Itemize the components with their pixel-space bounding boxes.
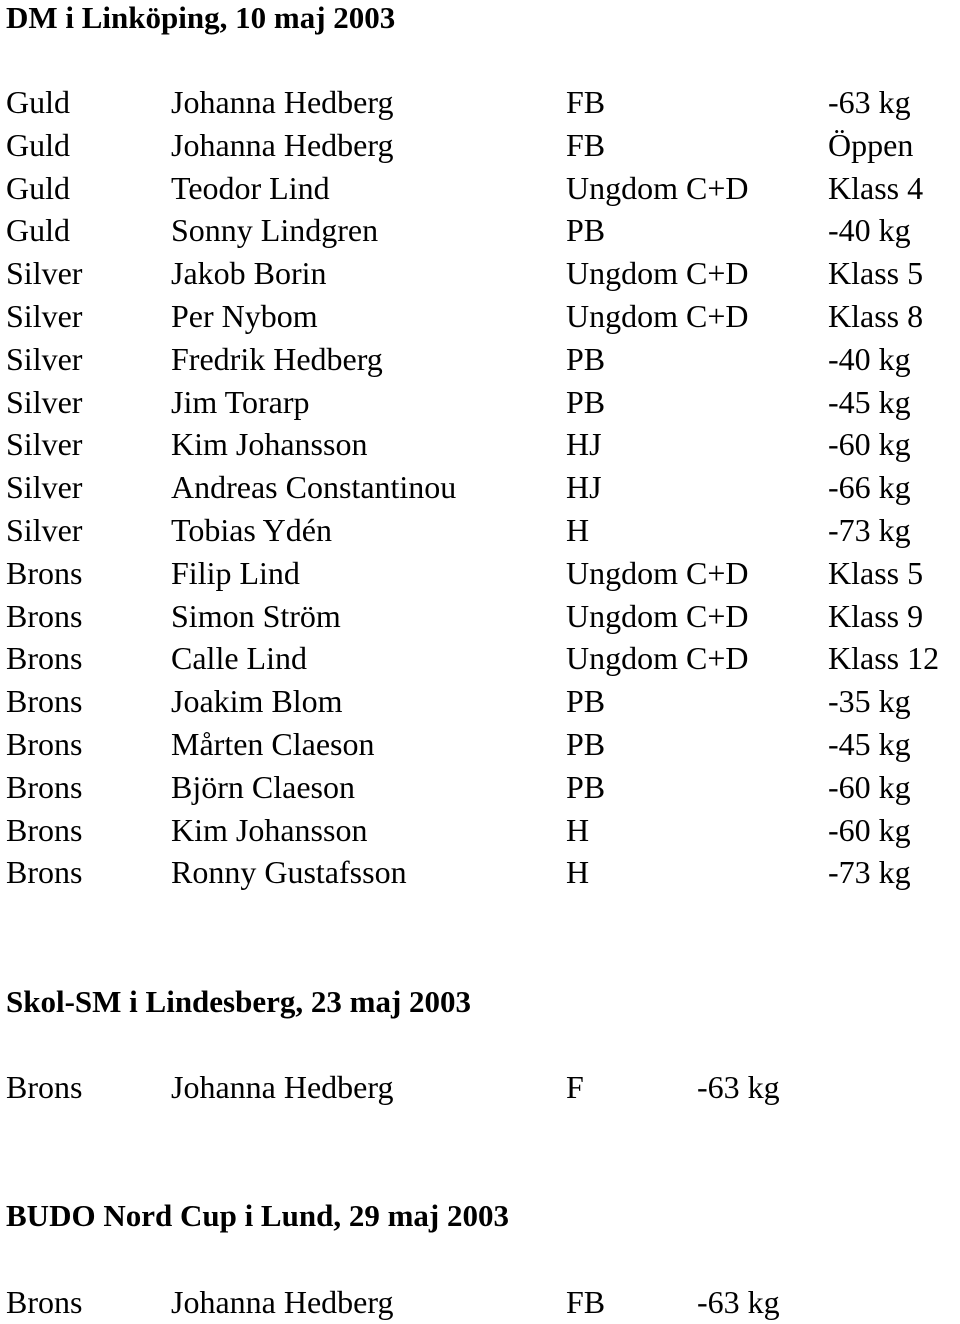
table-row: [0, 809, 960, 851]
class-cell: Ungdom C+D: [566, 640, 749, 676]
table-row: [0, 423, 960, 465]
class-cell: FB: [566, 127, 606, 163]
name-cell: Andreas Constantinou: [171, 469, 457, 505]
weight-cell: -60 kg: [828, 812, 911, 848]
class-cell: PB: [566, 769, 606, 805]
name-cell: Jakob Borin: [171, 255, 327, 291]
class-cell: H: [566, 512, 590, 548]
class-cell: H: [566, 812, 590, 848]
name-cell: Tobias Ydén: [171, 512, 332, 548]
weight-cell: Klass 4: [828, 170, 924, 206]
class-cell: H: [566, 854, 590, 890]
class-cell: FB: [566, 1284, 606, 1320]
table-row: [0, 680, 960, 722]
class-cell: F: [566, 1069, 584, 1105]
name-cell: Björn Claeson: [171, 769, 355, 805]
name-cell: Teodor Lind: [171, 170, 330, 206]
table-row: [0, 466, 960, 508]
table-row: [0, 167, 960, 209]
class-cell: Ungdom C+D: [566, 255, 749, 291]
medal-cell: Silver: [6, 384, 83, 420]
name-cell: Johanna Hedberg: [171, 1284, 394, 1320]
weight-cell: -60 kg: [828, 426, 911, 462]
class-cell: PB: [566, 384, 606, 420]
name-cell: Joakim Blom: [171, 683, 343, 719]
medal-cell: Brons: [6, 812, 83, 848]
name-cell: Fredrik Hedberg: [171, 341, 383, 377]
table-row: [0, 595, 960, 637]
weight-cell: Klass 8: [828, 298, 924, 334]
table-row: [0, 723, 960, 765]
medal-cell: Brons: [6, 1069, 83, 1105]
medal-cell: Guld: [6, 127, 70, 163]
table-row: [0, 766, 960, 808]
section-title-skol-sm: Skol-SM i Lindesberg, 23 maj 2003: [6, 984, 472, 1019]
class-cell: FB: [566, 84, 606, 120]
weight-cell: -45 kg: [828, 384, 911, 420]
medal-cell: Brons: [6, 726, 83, 762]
medal-cell: Guld: [6, 212, 70, 248]
medal-cell: Brons: [6, 769, 83, 805]
medal-cell: Silver: [6, 255, 83, 291]
class-cell: Ungdom C+D: [566, 170, 749, 206]
table-row: [0, 381, 960, 423]
table-row: [0, 851, 960, 893]
class-cell: Ungdom C+D: [566, 298, 749, 334]
class-cell: HJ: [566, 426, 602, 462]
weight-cell: -73 kg: [828, 854, 911, 890]
medal-cell: Silver: [6, 341, 83, 377]
weight-cell: -60 kg: [828, 769, 911, 805]
weight-cell: Klass 5: [828, 255, 924, 291]
weight-cell: -40 kg: [828, 341, 911, 377]
table-row: [0, 552, 960, 594]
weight-cell: Klass 12: [828, 640, 940, 676]
weight-cell: -66 kg: [828, 469, 911, 505]
name-cell: Jim Torarp: [171, 384, 310, 420]
table-row: [0, 1066, 960, 1108]
medal-cell: Guld: [6, 84, 70, 120]
table-row: [0, 637, 960, 679]
medal-cell: Guld: [6, 170, 70, 206]
class-cell: PB: [566, 683, 606, 719]
weight-cell: -63 kg: [697, 1069, 780, 1105]
class-cell: PB: [566, 212, 606, 248]
weight-cell: -45 kg: [828, 726, 911, 762]
class-cell: Ungdom C+D: [566, 598, 749, 634]
name-cell: Sonny Lindgren: [171, 212, 379, 248]
table-row: [0, 1281, 960, 1323]
name-cell: Mårten Claeson: [171, 726, 375, 762]
weight-cell: Öppen: [828, 127, 914, 163]
name-cell: Simon Ström: [171, 598, 341, 634]
table-row: [0, 124, 960, 166]
medal-cell: Silver: [6, 298, 83, 334]
class-cell: PB: [566, 341, 606, 377]
medal-cell: Brons: [6, 555, 83, 591]
table-row: [0, 252, 960, 294]
weight-cell: -63 kg: [697, 1284, 780, 1320]
name-cell: Kim Johansson: [171, 812, 368, 848]
name-cell: Filip Lind: [171, 555, 300, 591]
medal-cell: Silver: [6, 469, 83, 505]
weight-cell: -63 kg: [828, 84, 911, 120]
weight-cell: -40 kg: [828, 212, 911, 248]
name-cell: Johanna Hedberg: [171, 84, 394, 120]
name-cell: Per Nybom: [171, 298, 318, 334]
table-row: [0, 338, 960, 380]
weight-cell: -35 kg: [828, 683, 911, 719]
class-cell: HJ: [566, 469, 602, 505]
name-cell: Calle Lind: [171, 640, 307, 676]
medal-cell: Brons: [6, 683, 83, 719]
table-row: [0, 509, 960, 551]
name-cell: Johanna Hedberg: [171, 1069, 394, 1105]
medal-cell: Brons: [6, 598, 83, 634]
section-title-budo-nord-cup: BUDO Nord Cup i Lund, 29 maj 2003: [6, 1198, 509, 1233]
medal-cell: Brons: [6, 854, 83, 890]
name-cell: Johanna Hedberg: [171, 127, 394, 163]
medal-cell: Silver: [6, 512, 83, 548]
name-cell: Ronny Gustafsson: [171, 854, 407, 890]
weight-cell: Klass 5: [828, 555, 924, 591]
medal-cell: Silver: [6, 426, 83, 462]
medal-cell: Brons: [6, 640, 83, 676]
class-cell: PB: [566, 726, 606, 762]
class-cell: Ungdom C+D: [566, 555, 749, 591]
table-row: [0, 209, 960, 251]
section-title-dm: DM i Linköping, 10 maj 2003: [6, 0, 396, 35]
table-row: [0, 295, 960, 337]
medal-cell: Brons: [6, 1284, 83, 1320]
name-cell: Kim Johansson: [171, 426, 368, 462]
weight-cell: -73 kg: [828, 512, 911, 548]
weight-cell: Klass 9: [828, 598, 924, 634]
table-row: [0, 81, 960, 123]
